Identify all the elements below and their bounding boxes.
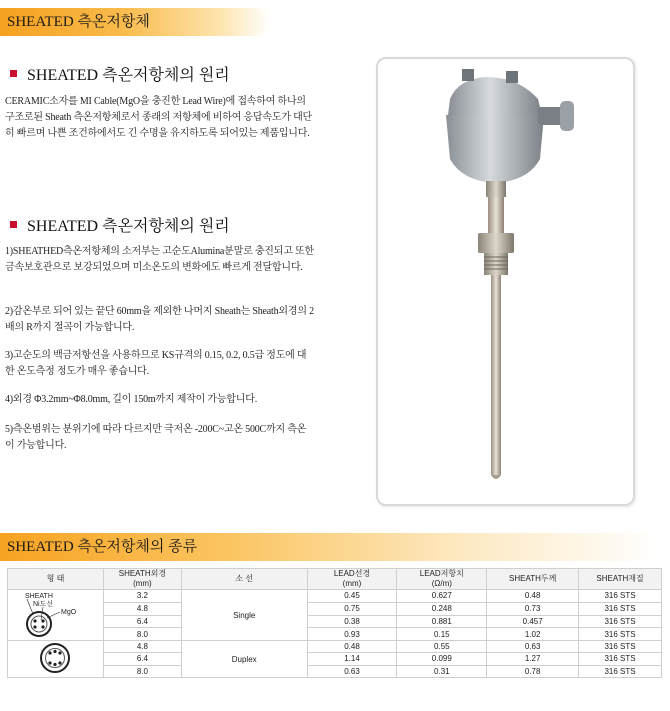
svg-text:Ni도선: Ni도선 (33, 601, 54, 608)
table-row: 8.0 0.63 0.31 0.78 316 STS (8, 665, 662, 677)
wire-duplex: Duplex (181, 641, 307, 678)
header-wire: 소 선 (181, 569, 307, 590)
types-banner-title: SHEATED 측온저항체의 종류 (7, 539, 198, 555)
section1-heading-text: SHEATED 측온저항체의 원리 (27, 67, 230, 84)
table-row: 6.4 1.14 0.099 1.27 316 STS (8, 653, 662, 665)
sheath-spec-table (7, 568, 662, 678)
header-sheath-thk: SHEATH두께 (487, 569, 579, 590)
table-header-row (8, 569, 662, 590)
header-sheath-od: SHEATH외경 (mm) (103, 569, 181, 590)
table-row: 4.8 0.75 0.248 0.73 316 STS (8, 602, 662, 615)
header-lead-res: LEAD저항치 (Ω/m) (397, 569, 487, 590)
red-square-bullet-icon (10, 70, 17, 77)
section2-heading (10, 213, 230, 236)
table-row: SHEATH Ni도선 MgO 3.2 Single 0.45 0.627 0.48 316 STS (8, 590, 662, 603)
duplex-cable-cross-section-icon (35, 641, 75, 675)
header-lead-dia: LEAD선경 (mm) (307, 569, 397, 590)
red-square-bullet-icon (10, 221, 17, 228)
principle-item-1: 1)SHEATHED측온저항체의 소저부는 고순도Alumina분말로 충진되고 또한 금속보호관으로 보강되었으며 미소온도의 변화에도 빠르게 전달합니다. (5, 246, 314, 273)
product-photo-frame (376, 57, 635, 506)
section1-heading (10, 62, 230, 85)
header-sheath-mat: SHEATH재질 (579, 569, 662, 590)
types-banner (0, 533, 660, 561)
principle-item-4: 4)외경 Φ3.2mm~Φ8.0mm, 길이 150m까지 제작이 가능합니다. (5, 394, 257, 405)
duplex-cross-section-cell (8, 641, 104, 678)
principle-item-2: 2)감온부로 되어 있는 끝단 60mm을 제외한 나머지 Sheath는 Sheath외경의 2배의 R까지 절곡이 가능합니다. (5, 306, 314, 333)
page-title-banner (0, 8, 270, 36)
header-form: 형 태 (8, 569, 104, 590)
principle-item-3: 3)고순도의 백금저항선을 사용하므로 KS규격의 0.15, 0.2, 0.5급 정도에 대한 온도측정 정도가 매우 좋습니다. (5, 350, 307, 377)
section2-heading-text: SHEATED 측온저항체의 원리 (27, 218, 230, 235)
svg-text:SHEATH: SHEATH (25, 593, 54, 600)
svg-text:MgO: MgO (61, 609, 77, 616)
rtd-sensor-image (378, 59, 633, 504)
wire-single: Single (181, 590, 307, 641)
section1-body: CERAMIC소자를 MI Cable(MgO을 충진한 Lead Wire)에 접속하여 하나의 구조로된 Sheath 측온저항체로서 종래의 저항체에 비하여 응답속도가 대단히 빠르며 나쁜 조건하에서도 긴 수명을 유지하도록 되어있는 제품입니다. (5, 96, 312, 139)
principle-item-5: 5)측온범위는 분위기에 따라 다르지만 극저온 -200C~고온 500C까지 측온이 가능합니다. (5, 424, 307, 451)
page-title: SHEATED 측온저항체 (7, 14, 150, 30)
table-row: 8.0 0.93 0.15 1.02 316 STS (8, 628, 662, 641)
single-cable-cross-section-icon (15, 590, 95, 638)
single-cross-section-cell (8, 590, 104, 641)
table-row: 6.4 0.38 0.881 0.457 316 STS (8, 615, 662, 628)
table-row: 4.8 Duplex 0.48 0.55 0.63 316 STS (8, 641, 662, 653)
